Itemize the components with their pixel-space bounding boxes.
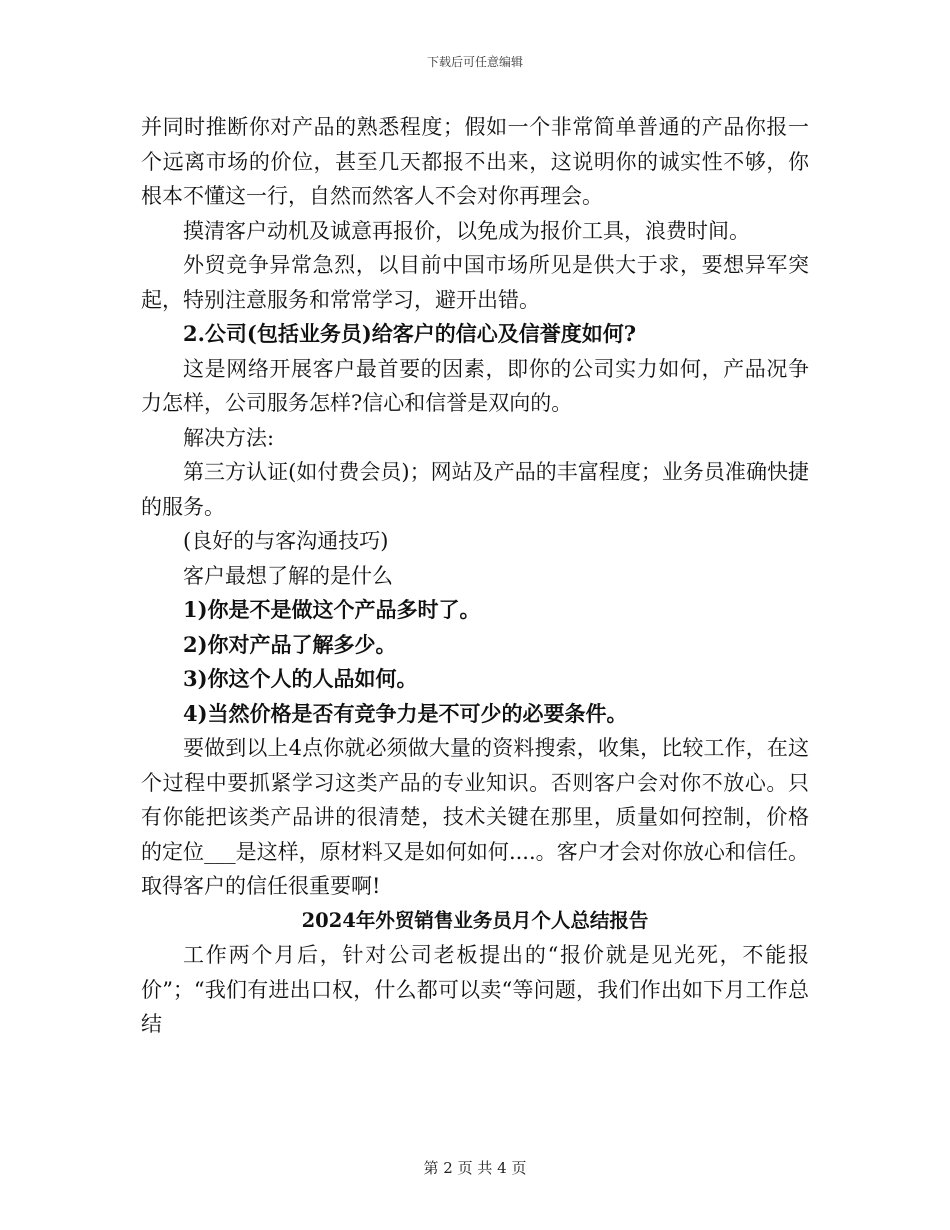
page-header: 下载后可任意编辑 <box>426 55 523 69</box>
list-item: 2)你对产品了解多少。 <box>183 631 397 657</box>
paragraph: 工作两个月后，针对公司老板提出的“报价就是见光死，不能报价”；“我们有进出口权，什么都可以卖“等问题，我们作出如下月工作总结 <box>141 943 809 1036</box>
document-title: 2024年外贸销售业务员月个人总结报告 <box>301 908 649 932</box>
paragraph: 客户最想了解的是什么 <box>183 563 393 588</box>
document-body <box>141 110 809 1042</box>
paragraph: 解决方法: <box>183 425 275 450</box>
paragraph: 摸清客户动机及诚意再报价，以免成为报价工具，浪费时间。 <box>183 218 750 243</box>
page-footer: 第 2 页 共 4 页 <box>423 1159 527 1177</box>
paragraph: 并同时推断你对产品的熟悉程度；假如一个非常简单普通的产品你报一个远离市场的价位，甚至几天都报不出来，这说明你的诚实性不够，你根本不懂这一行，自然而然客人不会对你再理会。 <box>141 115 809 208</box>
paragraph: 这是网络开展客户最首要的因素，即你的公司实力如何，产品况争力怎样，公司服务怎样?信心和信誉是双向的。 <box>141 356 809 415</box>
paragraph: (良好的与客沟通技巧) <box>183 529 389 553</box>
section-heading: 2.公司(包括业务员)给客户的信心及信誉度如何? <box>183 321 637 346</box>
paragraph: 外贸竞争异常急烈，以目前中国市场所见是供大于求，要想异军突起，特别注意服务和常常学习，避开出错。 <box>141 253 809 312</box>
paragraph: 第三方认证(如付费会员)；网站及产品的丰富程度；业务员准确快捷的服务。 <box>141 460 809 519</box>
list-item: 4)当然价格是否有竞争力是不可少的必要条件。 <box>183 700 628 726</box>
list-item: 3)你这个人的人品如何。 <box>183 666 418 691</box>
list-item: 1)你是不是做这个产品多时了。 <box>183 597 481 622</box>
paragraph: 要做到以上4点你就必须做大量的资料搜索，收集，比较工作，在这个过程中要抓紧学习这类产品的专业知识。否则客户会对你不放心。只有你能把该类产品讲的很清楚，技术关键在那里，质量如何控制，价格的定位___是这样，原材料又是如何如何....。客户才会对你放心和信任。取得客户的信任很重要啊! <box>141 736 809 898</box>
